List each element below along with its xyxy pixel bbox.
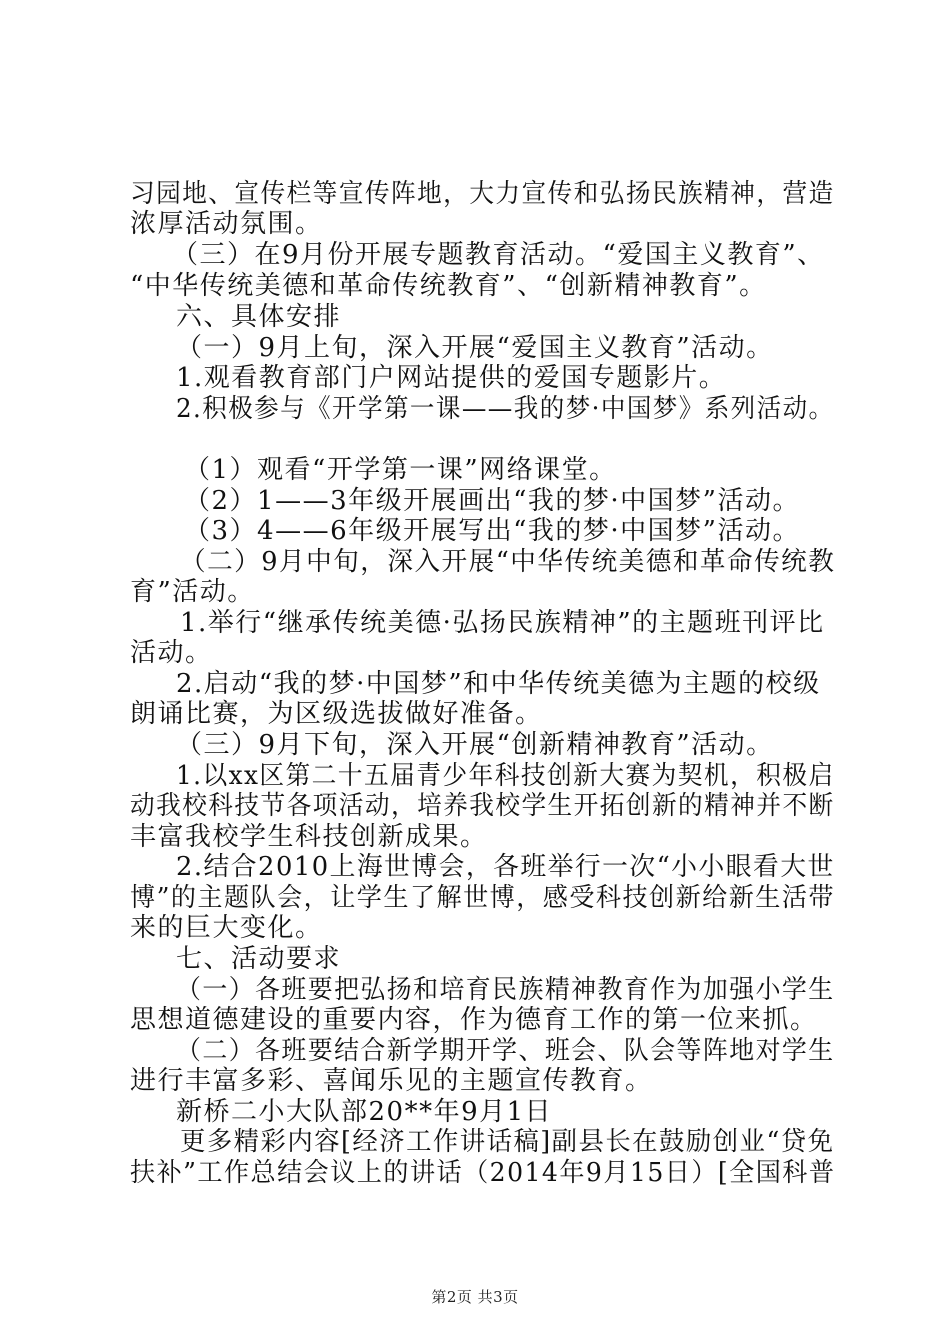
text-line: 2.启动“我的梦·中国梦”和中华传统美德为主题的校级	[176, 669, 821, 699]
text-line: 朗诵比赛，为区级选拔做好准备。	[130, 699, 543, 729]
text-line: （二）9月中旬，深入开展“中华传统美德和革命传统教	[180, 547, 836, 577]
text-line: 活动。	[130, 638, 213, 668]
text-line: （一）各班要把弘扬和培育民族精神教育作为加强小学生	[176, 975, 835, 1005]
text-line: （三）在9月份开展专题教育活动。“爱国主义教育”、	[172, 240, 825, 270]
text-line: 更多精彩内容[经济工作讲话稿]副县长在鼓励创业“贷免	[180, 1127, 835, 1157]
text-line: （3）4——6年级开展写出“我的梦·中国梦”活动。	[184, 516, 800, 546]
section-heading: 六、具体安排	[176, 302, 342, 332]
text-line: 育”活动。	[130, 577, 255, 607]
text-line: 1.举行“继承传统美德·弘扬民族精神”的主题班刊评比	[180, 608, 825, 638]
text-line: 思想道德建设的重要内容，作为德育工作的第一位来抓。	[130, 1005, 818, 1035]
text-line: 博”的主题队会，让学生了解世博，感受科技创新给新生活带	[130, 883, 835, 913]
text-line: 2.积极参与《开学第一课——我的梦·中国梦》系列活动。	[176, 394, 835, 424]
text-line: 1.观看教育部门户网站提供的爱国专题影片。	[176, 363, 727, 393]
text-line: 进行丰富多彩、喜闻乐见的主题宣传教育。	[130, 1066, 653, 1096]
text-line: 来的巨大变化。	[130, 913, 323, 943]
text-line: 习园地、宣传栏等宣传阵地，大力宣传和弘扬民族精神，营造	[130, 179, 835, 209]
signature-line: 新桥二小大队部20**年9月1日	[176, 1097, 553, 1127]
text-line: （一）9月上旬，深入开展“爱国主义教育”活动。	[176, 333, 774, 363]
text-line: “中华传统美德和革命传统教育”、“创新精神教育”。	[130, 271, 767, 301]
page-footer: 第2页 共3页	[431, 1288, 519, 1306]
text-line: 动我校科技节各项活动，培养我校学生开拓创新的精神并不断	[130, 791, 835, 821]
text-line: 2.结合2010上海世博会，各班举行一次“小小眼看大世	[176, 852, 835, 882]
text-line: 扶补”工作总结会议上的讲话（2014年9月15日）[全国科普	[130, 1158, 836, 1188]
text-line: 丰富我校学生科技创新成果。	[130, 822, 488, 852]
text-line: 1.以xx区第二十五届青少年科技创新大赛为契机，积极启	[176, 761, 835, 791]
text-line: （三）9月下旬，深入开展“创新精神教育”活动。	[176, 730, 774, 760]
section-heading: 七、活动要求	[176, 944, 342, 974]
text-line: （二）各班要结合新学期开学、班会、队会等阵地对学生	[176, 1036, 835, 1066]
text-line: 浓厚活动氛围。	[130, 209, 323, 239]
text-line: （1）观看“开学第一课”网络课堂。	[184, 455, 617, 485]
text-line: （2）1——3年级开展画出“我的梦·中国梦”活动。	[184, 486, 800, 516]
